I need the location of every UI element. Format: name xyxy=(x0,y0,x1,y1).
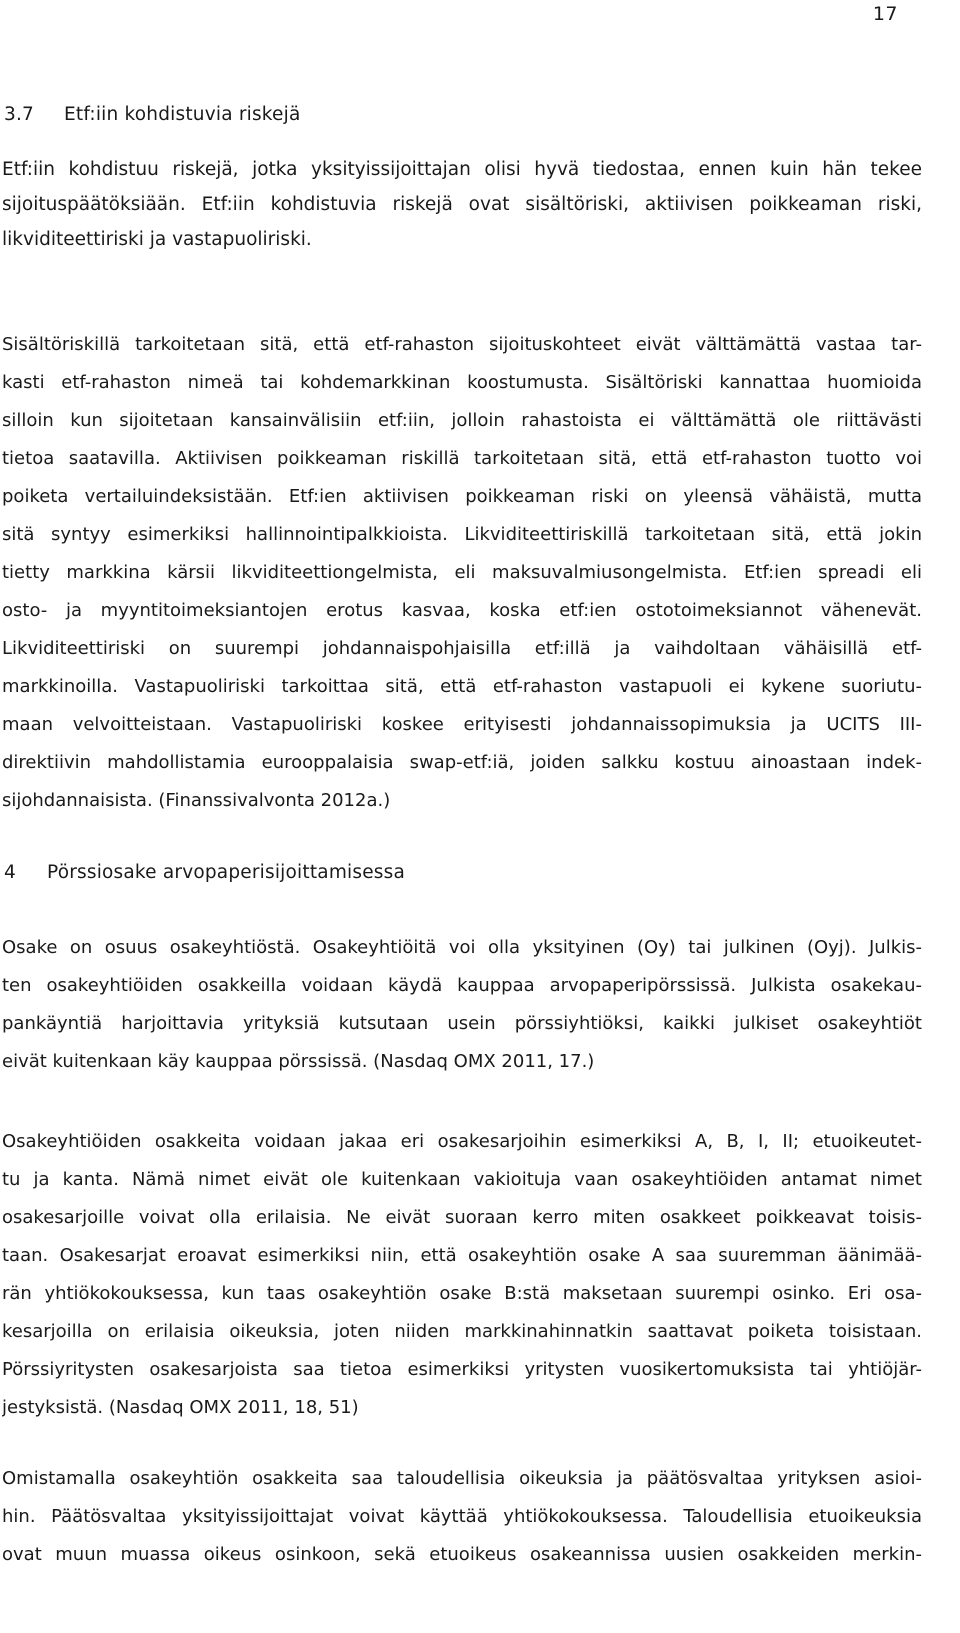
text-line: osto- ja myyntitoimeksiantojen erotus kasvaa, koska etf:ien ostotoimeksiannot vähenevät. xyxy=(2,600,922,621)
text-line: Osakeyhtiöiden osakkeita voidaan jakaa eri osakesarjoihin esimerkiksi A, B, I, II; etuoikeutet- xyxy=(2,1131,922,1152)
paragraph-share-definition xyxy=(2,929,922,1081)
text-line: poiketa vertailuindeksistään. Etf:ien aktiivisen poikkeaman riski on yleensä vähäistä, mutta xyxy=(2,486,922,507)
text-line: kesarjoilla on erilaisia oikeuksia, joten niiden markkinahinnatkin saattavat poiketa toisistaan. xyxy=(2,1321,922,1342)
text-line: hin. Päätösvaltaa yksityissijoittajat voivat käyttää yhtiökokouksessa. Taloudellisia etuoikeuksia xyxy=(2,1506,922,1527)
text-line: likviditeettiriski ja vastapuoliriski. xyxy=(2,229,312,250)
text-line: silloin kun sijoitetaan kansainvälisiin etf:iin, jolloin rahastoista ei välttämättä ole riittävästi xyxy=(2,410,922,431)
section-heading-4 xyxy=(4,862,405,883)
text-line: ten osakeyhtiöiden osakkeilla voidaan käydä kauppaa arvopaperipörssissä. Julkista osakekau- xyxy=(2,975,922,996)
text-line: maan velvoitteistaan. Vastapuoliriski koskee erityisesti johdannaissopimuksia ja UCITS III- xyxy=(2,714,922,735)
text-line: sijohdannaisista. (Finanssivalvonta 2012a.) xyxy=(2,790,391,811)
text-line: pankäyntiä harjoittavia yrityksiä kutsutaan usein pörssiyhtiöksi, kaikki julkiset osakeyhtiöt xyxy=(2,1013,922,1034)
paragraph-shareholder-rights xyxy=(2,1460,922,1574)
paragraph-etf-risks-intro xyxy=(2,152,922,257)
text-line: Likviditeettiriski on suurempi johdannaispohjaisilla etf:illä ja vaihdoltaan vähäisillä etf- xyxy=(2,638,922,659)
section-number: 3.7 xyxy=(4,104,35,125)
section-title: Pörssiosake arvopaperisijoittamisessa xyxy=(47,862,406,883)
paragraph-risk-definitions xyxy=(2,326,922,820)
text-line: Pörssiyritysten osakesarjoista saa tietoa esimerkiksi yritysten vuosikertomuksista tai yhtiöjär- xyxy=(2,1359,922,1380)
text-line: direktiivin mahdollistamia eurooppalaisia swap-etf:iä, joiden salkku kostuu ainoastaan indek- xyxy=(2,752,922,773)
text-line: Osake on osuus osakeyhtiöstä. Osakeyhtiöitä voi olla yksityinen (Oy) tai julkinen (Oyj). Julkis- xyxy=(2,937,922,958)
text-line: tietoa saatavilla. Aktiivisen poikkeaman riskillä tarkoitetaan sitä, että etf-rahaston tuotto voi xyxy=(2,448,922,469)
paragraph-share-series xyxy=(2,1123,922,1427)
section-heading-3-7 xyxy=(4,104,301,125)
text-line: kasti etf-rahaston nimeä tai kohdemarkkinan koostumusta. Sisältöriski kannattaa huomioida xyxy=(2,372,922,393)
text-line: ovat muun muassa oikeus osinkoon, sekä etuoikeus osakeannissa uusien osakkeiden merkin- xyxy=(2,1544,922,1565)
page-number: 17 xyxy=(872,3,898,25)
text-line: Etf:iin kohdistuu riskejä, jotka yksityissijoittajan olisi hyvä tiedostaa, ennen kuin hän tekee xyxy=(2,159,922,180)
text-line: sijoituspäätöksiään. Etf:iin kohdistuvia riskejä ovat sisältöriski, aktiivisen poikkeaman riski, xyxy=(2,194,922,215)
section-number: 4 xyxy=(4,862,16,883)
text-line: rän yhtiökokouksessa, kun taas osakeyhtiön osake B:stä maksetaan suurempi osinko. Eri osa- xyxy=(2,1283,922,1304)
section-title: Etf:iin kohdistuvia riskejä xyxy=(64,104,301,125)
text-line: tietty markkina kärsii likviditeettiongelmista, eli maksuvalmiusongelmista. Etf:ien spreadi eli xyxy=(2,562,922,583)
text-line: markkinoilla. Vastapuoliriski tarkoittaa sitä, että etf-rahaston vastapuoli ei kykene suoriutu- xyxy=(2,676,922,697)
text-line: jestyksistä. (Nasdaq OMX 2011, 18, 51) xyxy=(2,1397,359,1418)
text-line: eivät kuitenkaan käy kauppaa pörssissä. (Nasdaq OMX 2011, 17.) xyxy=(2,1051,595,1072)
text-line: taan. Osakesarjat eroavat esimerkiksi niin, että osakeyhtiön osake A saa suuremman äänimää- xyxy=(2,1245,922,1266)
text-line: sitä syntyy esimerkiksi hallinnointipalkkioista. Likviditeettiriskillä tarkoitetaan sitä, että jokin xyxy=(2,524,922,545)
text-line: Omistamalla osakeyhtiön osakkeita saa taloudellisia oikeuksia ja päätösvaltaa yrityksen asioi- xyxy=(2,1468,922,1489)
text-line: osakesarjoille voivat olla erilaisia. Ne eivät suoraan kerro miten osakkeet poikkeavat toisis- xyxy=(2,1207,922,1228)
text-line: tu ja kanta. Nämä nimet eivät ole kuitenkaan vakioituja vaan osakeyhtiöiden antamat nimet xyxy=(2,1169,922,1190)
text-line: Sisältöriskillä tarkoitetaan sitä, että etf-rahaston sijoituskohteet eivät välttämättä vastaa tar- xyxy=(2,334,922,355)
